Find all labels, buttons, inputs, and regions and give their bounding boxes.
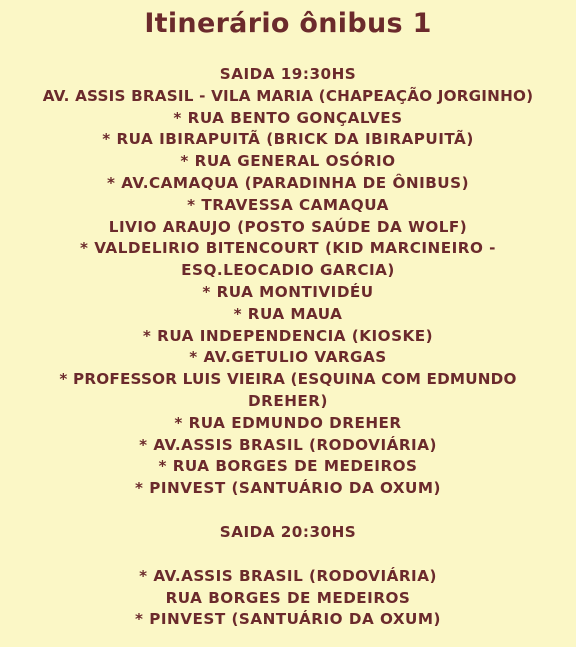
- departure-heading: SAIDA 20:30HS: [219, 522, 357, 541]
- stop-line: ESQ.LEOCADIO GARCIA): [181, 261, 395, 280]
- stop-line: * AV.CAMAQUA (PARADINHA DE ÔNIBUS): [106, 173, 470, 192]
- section-spacer: [0, 544, 576, 566]
- stop-line: * RUA EDMUNDO DREHER: [174, 413, 402, 432]
- stop-line: DREHER): [248, 391, 328, 410]
- stop-line: * RUA INDEPENDENCIA (KIOSKE): [142, 326, 434, 345]
- route-block-20h30: [0, 522, 576, 631]
- stop-line: * TRAVESSA CAMAQUA: [187, 195, 389, 214]
- stop-line: * RUA MAUA: [233, 304, 343, 323]
- stop-line: RUA BORGES DE MEDEIROS: [165, 588, 411, 607]
- stop-line: LIVIO ARAUJO (POSTO SAÚDE DA WOLF): [108, 217, 468, 236]
- departure-heading: SAIDA 19:30HS: [219, 65, 357, 83]
- stop-line: * AV.ASSIS BRASIL (RODOVIÁRIA): [139, 566, 437, 585]
- stop-line: * RUA GENERAL OSÓRIO: [180, 152, 396, 171]
- stop-line: AV. ASSIS BRASIL - VILA MARIA (CHAPEAÇÃO JORGINHO): [42, 86, 534, 105]
- stop-line: * PROFESSOR LUIS VIEIRA (ESQUINA COM EDMUNDO: [59, 370, 517, 389]
- stop-line: * RUA BORGES DE MEDEIROS: [158, 457, 418, 476]
- stop-line: * PINVEST (SANTUÁRIO DA OXUM): [135, 479, 441, 498]
- stop-line: * VALDELIRIO BITENCOURT (KID MARCINEIRO -: [79, 239, 496, 258]
- stop-line: * PINVEST (SANTUÁRIO DA OXUM): [135, 610, 441, 629]
- page-title: Itinerário ônibus 1: [144, 8, 432, 39]
- stop-line: * RUA MONTIVIDÉU: [202, 282, 374, 301]
- stop-line: * RUA BENTO GONÇALVES: [173, 108, 403, 127]
- stop-line: * AV.ASSIS BRASIL (RODOVIÁRIA): [139, 435, 437, 454]
- stop-line: * RUA IBIRAPUITÃ (BRICK DA IBIRAPUITÃ): [102, 130, 474, 149]
- section-spacer: [0, 500, 576, 522]
- route-block-19h30: [0, 64, 576, 500]
- stop-line: * AV.GETULIO VARGAS: [189, 348, 387, 367]
